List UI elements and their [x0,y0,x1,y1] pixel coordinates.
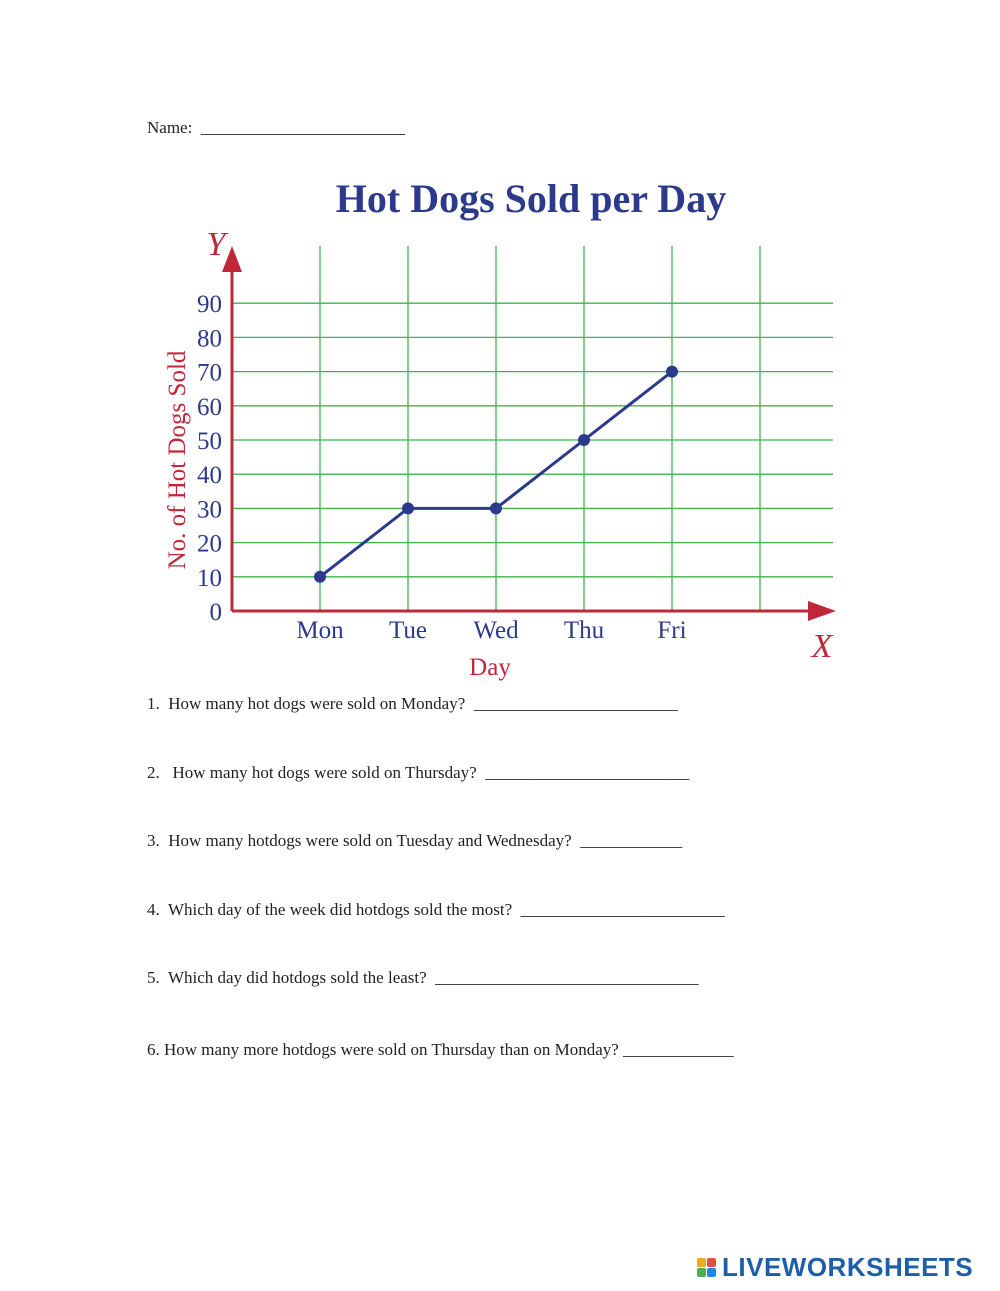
name-label: Name: [147,118,193,137]
question-3 [147,831,682,851]
y-axis-title: No. of Hot Dogs Sold [164,350,191,570]
data-point [666,366,678,378]
question-6 [147,1040,734,1060]
y-tick-label: 10 [197,564,222,592]
x-tick-labels [296,617,686,644]
question-4-text: 4. Which day of the week did hotdogs sold the most? [147,900,521,919]
answer-blank-3[interactable]: ____________ [580,831,683,850]
liveworksheets-brand [697,1252,973,1283]
x-tick-label: Mon [296,617,344,644]
data-point [402,502,414,514]
y-tick-label: 0 [209,599,222,626]
y-axis-letter: Y [206,226,226,263]
x-tick-label: Fri [657,617,687,644]
y-tick-label: 50 [197,428,222,455]
y-tick-label: 40 [197,462,222,490]
data-point [578,434,590,446]
data-point [314,571,326,583]
question-5-text: 5. Which day did hotdogs sold the least? [147,968,436,987]
liveworksheets-logo-icon [697,1258,716,1277]
y-tick-label: 30 [197,496,222,524]
logo-square-1 [697,1258,706,1267]
logo-square-3 [697,1268,706,1277]
y-tick-label: 90 [197,291,222,319]
x-axis-letter: X [811,628,833,665]
answer-blank-1[interactable]: ________________________ [473,694,678,713]
logo-square-4 [707,1268,716,1277]
name-blank[interactable]: ________________________ [200,118,405,137]
y-tick-label: 70 [197,359,222,387]
data-point [490,502,502,514]
x-tick-label: Tue [389,617,427,644]
y-tick-label: 20 [197,530,222,558]
chart-title: Hot Dogs Sold per Day [335,176,727,221]
question-1-text: 1. How many hot dogs were sold on Monday? [147,694,474,713]
question-2-text: 2. How many hot dogs were sold on Thursday? [147,763,486,782]
y-tick-label: 80 [197,325,222,353]
question-5 [147,968,699,988]
logo-square-2 [707,1258,716,1267]
answer-blank-6[interactable]: _____________ [623,1040,734,1059]
x-tick-label: Wed [473,617,519,644]
question-1 [147,694,678,714]
x-tick-label: Thu [563,617,605,644]
x-axis-title: Day [469,654,511,681]
vertical-gridlines [320,246,760,611]
brand-text: LIVEWORKSHEETS [722,1252,974,1282]
question-4 [147,900,725,920]
answer-blank-5[interactable]: _______________________________ [435,968,699,987]
horizontal-gridlines [232,303,833,577]
y-tick-label: 60 [197,393,222,421]
answer-blank-4[interactable]: ________________________ [520,900,725,919]
x-axis-arrow-icon [808,601,836,621]
question-2 [147,763,689,783]
answer-blank-2[interactable]: ________________________ [485,763,690,782]
question-3-text: 3. How many hotdogs were sold on Tuesday and Wednesday? [147,831,581,850]
axes [222,246,836,621]
question-6-text: 6. How many more hotdogs were sold on Thursday than on Monday? [147,1040,624,1059]
y-tick-labels [197,291,222,626]
